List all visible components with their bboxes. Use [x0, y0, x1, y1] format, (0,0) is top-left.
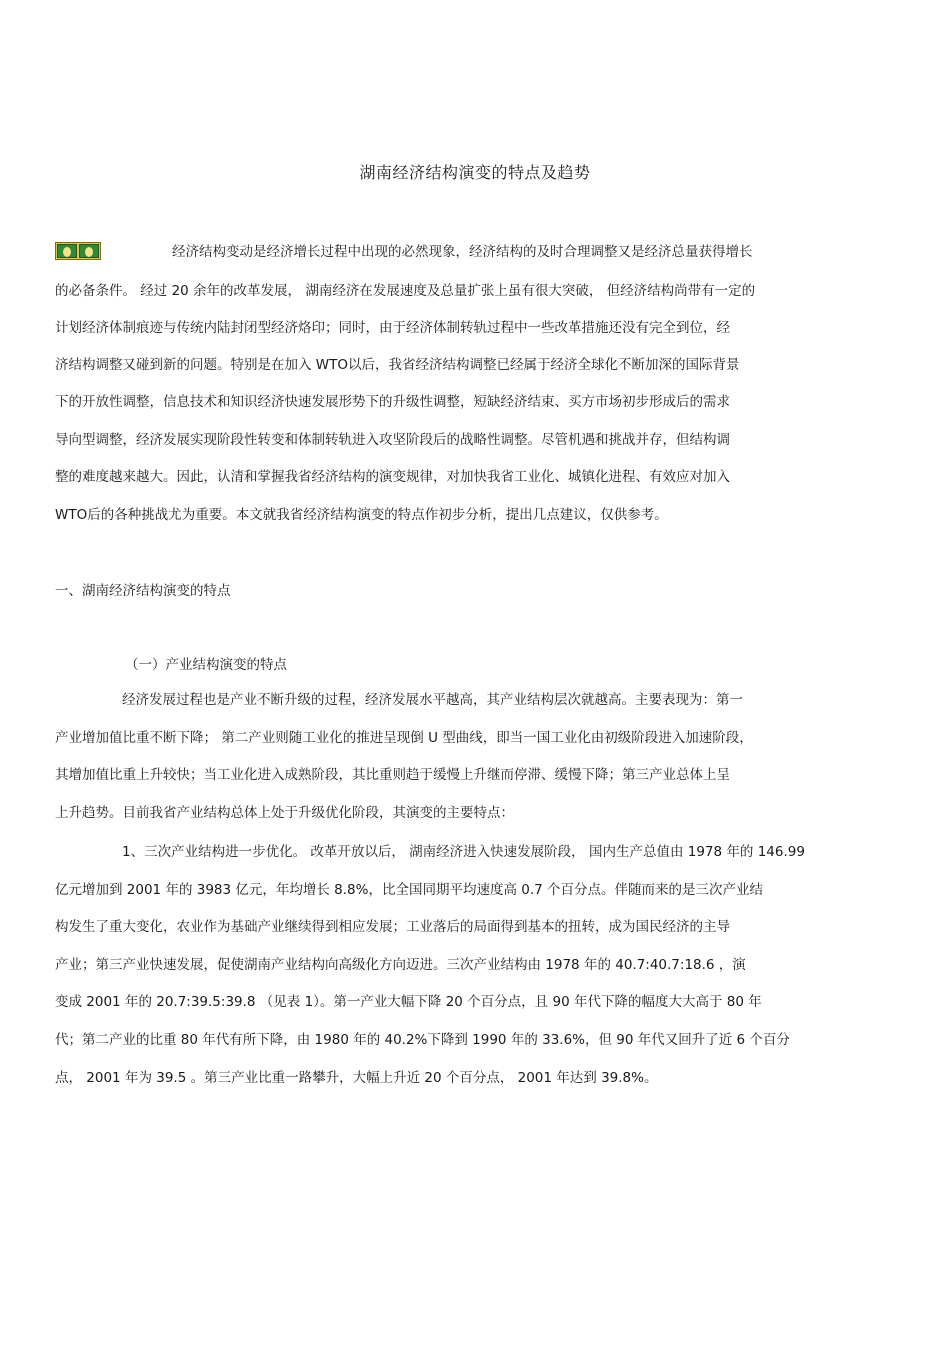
paragraph-line: 其增加值比重上升较快；当工业化进入成熟阶段，其比重则趋于缓慢上升继而停滞、缓慢下降；第三产业总体上呈: [55, 767, 730, 783]
paragraph-line: 变成 2001 年的 20.7:39.5:39.8 （见表 1）。第一产业大幅下降 20 个百分点，且 90 年代下降的幅度大大高于 80 年: [55, 994, 762, 1010]
section-heading: 一、湖南经济结构演变的特点: [55, 583, 231, 599]
paragraph-line: 产业；第三产业快速发展，促使湖南产业结构向高级化方向迈进。三次产业结构由 1978 年的 40.7:40.7:18.6 ，演: [55, 957, 746, 973]
publisher-logo-icon: [55, 242, 101, 260]
paragraph-line: WTO后的各种挑战尤为重要。本文就我省经济结构演变的特点作初步分析，提出几点建议，仅供参考。: [55, 507, 668, 523]
logo-cell-right: [79, 244, 99, 258]
paragraph-line: 计划经济体制痕迹与传统内陆封闭型经济烙印；同时，由于经济体制转轨过程中一些改革措施还没有完全到位，经: [55, 320, 730, 336]
paragraph-line: 经济结构变动是经济增长过程中出现的必然现象，经济结构的及时合理调整又是经济总量获得增长: [172, 244, 753, 260]
paragraph-line: 构发生了重大变化，农业作为基础产业继续得到相应发展；工业落后的局面得到基本的扭转，成为国民经济的主导: [55, 919, 730, 935]
logo-cell-left: [57, 244, 77, 258]
paragraph-line: 代；第二产业的比重 80 年代有所下降，由 1980 年的 40.2%下降到 1990 年的 33.6%，但 90 年代又回升了近 6 个百分: [55, 1032, 790, 1048]
document-title: 湖南经济结构演变的特点及趋势: [359, 163, 591, 182]
paragraph-line: 产业增加值比重不断下降； 第二产业则随工业化的推进呈现倒 U 型曲线，即当一国工业化由初级阶段进入加速阶段，: [55, 730, 753, 746]
paragraph-line: 亿元增加到 2001 年的 3983 亿元，年均增长 8.8%，比全国同期平均速度高 0.7 个百分点。伴随而来的是三次产业结: [55, 882, 764, 898]
paragraph-line: 上升趋势。目前我省产业结构总体上处于升级优化阶段，其演变的主要特点：: [55, 805, 514, 821]
paragraph-line: 1、三次产业结构进一步优化。 改革开放以后， 湖南经济进入快速发展阶段， 国内生产总值由 1978 年的 146.99: [122, 844, 805, 860]
paragraph-line: 经济发展过程也是产业不断升级的过程，经济发展水平越高，其产业结构层次就越高。主要表现为：第一: [122, 692, 743, 708]
paragraph-line: 整的难度越来越大。因此，认清和掌握我省经济结构的演变规律，对加快我省工业化、城镇化进程、有效应对加入: [55, 469, 730, 485]
paragraph-line: 导向型调整，经济发展实现阶段性转变和体制转轨进入攻坚阶段后的战略性调整。尽管机遇和挑战并存，但结构调: [55, 432, 730, 448]
paragraph-line: 济结构调整又碰到新的问题。特别是在加入 WTO以后，我省经济结构调整已经属于经济全球化不断加深的国际背景: [55, 357, 740, 373]
subsection-heading: （一）产业结构演变的特点: [125, 657, 287, 673]
paragraph-line: 的必备条件。 经过 20 余年的改革发展， 湖南经济在发展速度及总量扩张上虽有很大突破， 但经济结构尚带有一定的: [55, 283, 756, 299]
paragraph-line: 下的开放性调整，信息技术和知识经济快速发展形势下的升级性调整，短缺经济结束、买方市场初步形成后的需求: [55, 394, 730, 410]
paragraph-line: 点， 2001 年为 39.5 。第三产业比重一路攀升，大幅上升近 20 个百分点， 2001 年达到 39.8%。: [55, 1070, 658, 1086]
